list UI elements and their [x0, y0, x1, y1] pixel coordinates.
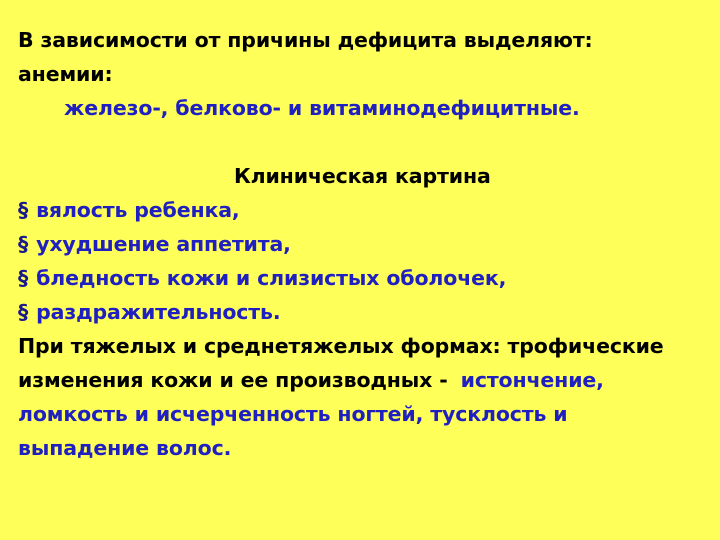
bullet-item	[18, 200, 240, 221]
intro-line-1: В зависимости от причины дефицита выделяют:	[18, 28, 593, 52]
severe-forms-line-4: выпадение волос.	[18, 436, 232, 460]
severe-forms-highlight: истончение,	[460, 368, 604, 392]
bullet-marker: §	[18, 232, 29, 256]
anemia-types: железо-, белково- и витаминодефицитные.	[64, 96, 580, 120]
bullet-item	[18, 302, 280, 323]
severe-forms-line-3: ломкость и исчерченность ногтей, тусклость и	[18, 402, 568, 426]
bullet-text: ухудшение аппетита,	[36, 232, 291, 256]
section-heading: Клиническая картина	[234, 164, 491, 188]
intro-line-2: анемии:	[18, 62, 113, 86]
bullet-marker: §	[18, 266, 29, 290]
bullet-text: вялость ребенка,	[36, 198, 240, 222]
bullet-marker: §	[18, 300, 29, 324]
bullet-item	[18, 234, 291, 255]
severe-forms-text: изменения кожи и ее производных -	[18, 368, 448, 392]
severe-forms-line-1: При тяжелых и среднетяжелых формах: трофические	[18, 334, 664, 358]
severe-forms-line-2	[18, 370, 604, 391]
bullet-item	[18, 268, 506, 289]
bullet-text: раздражительность.	[36, 300, 281, 324]
bullet-text: бледность кожи и слизистых оболочек,	[36, 266, 507, 290]
bullet-marker: §	[18, 198, 29, 222]
